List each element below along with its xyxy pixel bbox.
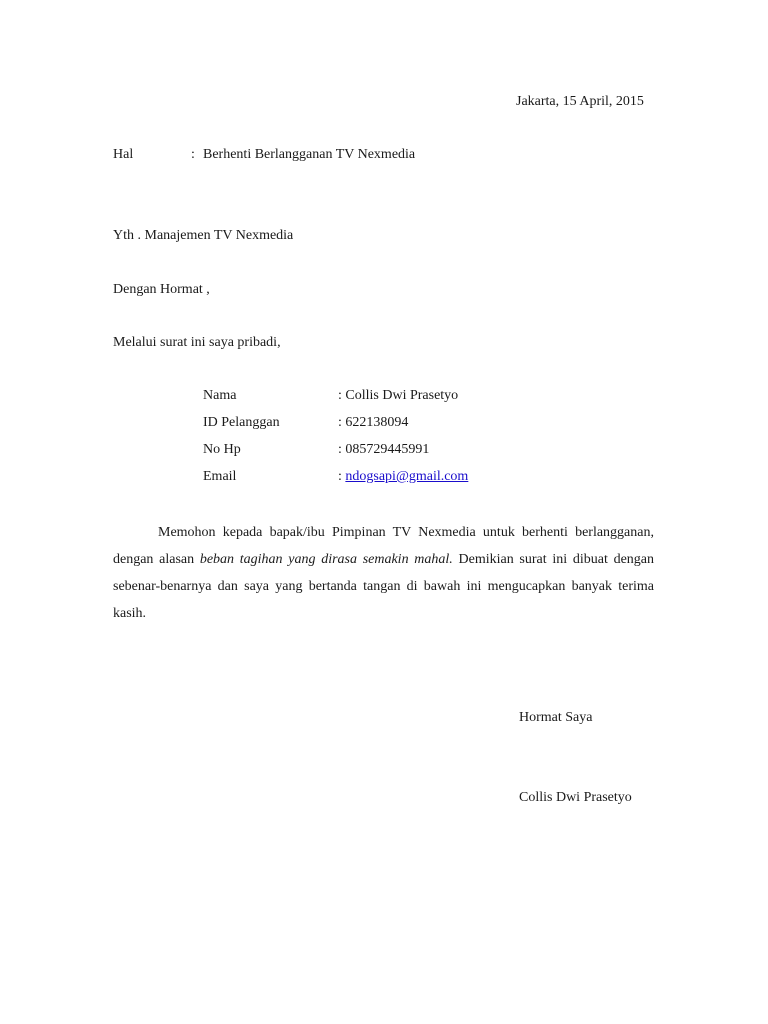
closing: Hormat Saya [519,710,593,725]
email-link[interactable]: ndogsapi@gmail.com [345,469,469,484]
field-value-no-hp: : 085729445991 [338,442,430,457]
subject-label: Hal [113,147,134,162]
signer-name: Collis Dwi Prasetyo [519,790,632,805]
greeting: Dengan Hormat , [113,282,210,297]
field-value-id-pelanggan: : 622138094 [338,415,409,430]
field-label-email: Email [203,469,237,484]
body-text-1: Memohon kepada bapak/ibu Pimpinan TV Nexmedia untuk berhenti berlangganan, dengan alasan [113,525,654,567]
subject-colon: : [191,147,195,162]
intro-line: Melalui surat ini saya pribadi, [113,335,281,350]
body-text-2: Demikian surat ini dibuat dengan sebenar-benarnya dan saya yang bertanda tangan di bawah ini mengucapkan banyak terima kasih. [113,552,654,621]
body-paragraph [113,519,654,627]
field-label-nama: Nama [203,388,237,403]
field-value-nama: : Collis Dwi Prasetyo [338,388,459,403]
body-reason-italic: beban tagihan yang dirasa semakin mahal. [199,552,453,567]
field-value-email [338,469,468,486]
field-label-no-hp: No Hp [203,442,241,457]
place-date: Jakarta, 15 April, 2015 [516,94,644,109]
recipient: Yth . Manajemen TV Nexmedia [113,228,294,243]
email-colon: : [338,469,346,484]
subject-value: Berhenti Berlangganan TV Nexmedia [203,147,416,162]
field-label-id-pelanggan: ID Pelanggan [203,415,280,430]
